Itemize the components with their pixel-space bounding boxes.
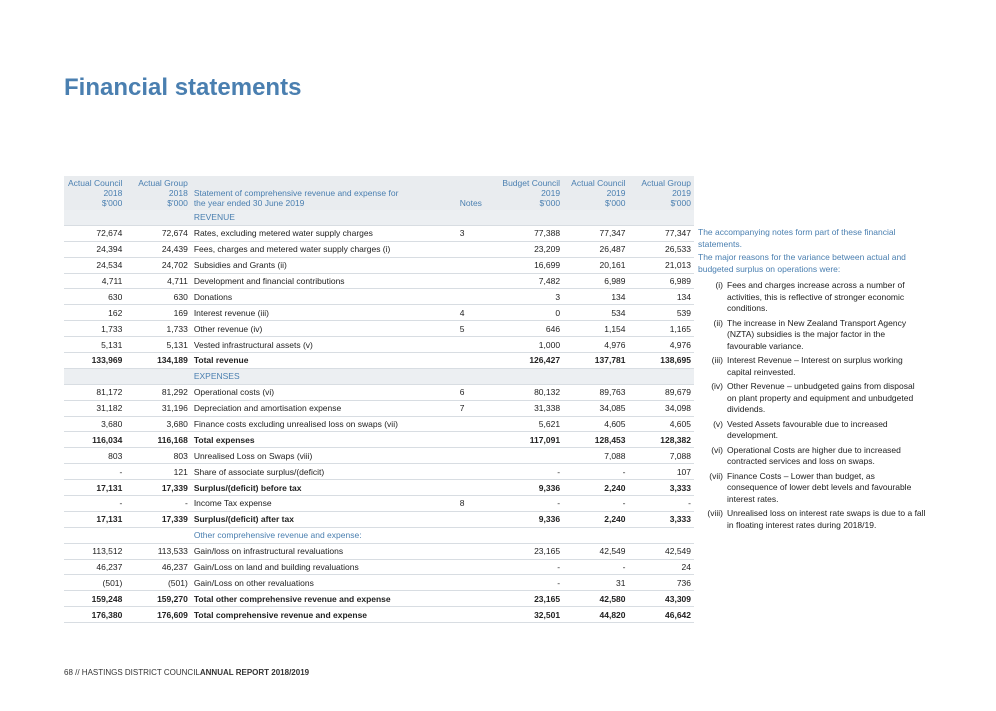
page-title: Financial statements [64, 74, 302, 101]
variance-item-text: Interest Revenue – Interest on surplus working capital reinvested. [727, 355, 903, 377]
total-row [64, 511, 694, 527]
note-ref-cell: 8 [457, 496, 494, 512]
note-ref-cell [457, 416, 494, 432]
actual-group-2019-cell: 6,989 [629, 273, 694, 289]
statement-table-body [64, 210, 694, 623]
line-item-label: Total comprehensive revenue and expense [191, 607, 457, 623]
actual-council-2018-cell: 116,034 [64, 432, 125, 448]
budget-council-2019-cell: 0 [494, 305, 564, 321]
actual-group-2018-cell: 630 [125, 289, 190, 305]
section-heading-row [64, 368, 694, 384]
actual-council-2019-cell: 26,487 [563, 241, 628, 257]
actual-council-2019-cell: 44,820 [563, 607, 628, 623]
line-item-label: Development and financial contributions [191, 273, 457, 289]
actual-council-2018-cell: 46,237 [64, 559, 125, 575]
actual-council-2018-cell: 159,248 [64, 591, 125, 607]
variance-item [698, 355, 926, 378]
actual-council-2018-cell: 162 [64, 305, 125, 321]
budget-council-2019-cell: 5,621 [494, 416, 564, 432]
note-ref-cell: 7 [457, 400, 494, 416]
note-ref-cell [457, 432, 494, 448]
line-item-label: Depreciation and amortisation expense [191, 400, 457, 416]
actual-group-2019-cell: 89,679 [629, 384, 694, 400]
note-ref-cell [457, 591, 494, 607]
budget-council-2019-cell: 9,336 [494, 480, 564, 496]
actual-group-2019-cell: 128,382 [629, 432, 694, 448]
variance-intro: The major reasons for the variance between actual and budgeted surplus on operations were: [698, 252, 906, 274]
actual-group-2019-cell: 26,533 [629, 241, 694, 257]
budget-council-2019-cell: 7,482 [494, 273, 564, 289]
budget-council-2019-cell: 31,338 [494, 400, 564, 416]
actual-group-2018-cell: 1,733 [125, 321, 190, 337]
table-row [64, 496, 694, 512]
variance-item [698, 318, 926, 353]
actual-group-2018-cell: 159,270 [125, 591, 190, 607]
variance-item [698, 471, 926, 506]
variance-item-text: Unrealised loss on interest rate swaps is due to a fall in floating interest rates during 2018/19. [727, 508, 926, 530]
budget-council-2019-cell: - [494, 464, 564, 480]
line-item-label: Interest revenue (iii) [191, 305, 457, 321]
variance-item-number: (iii) [711, 355, 723, 365]
actual-group-2018-cell: 803 [125, 448, 190, 464]
actual-group-2019-cell: 736 [629, 575, 694, 591]
line-item-label: Gain/Loss on land and building revaluations [191, 559, 457, 575]
actual-council-2018-cell: 1,733 [64, 321, 125, 337]
actual-group-2018-cell: 72,674 [125, 225, 190, 241]
actual-group-2018-cell: 24,702 [125, 257, 190, 273]
table-row [64, 225, 694, 241]
note-ref-cell [457, 353, 494, 369]
actual-council-2018-cell: (501) [64, 575, 125, 591]
actual-group-2019-cell: 4,976 [629, 337, 694, 353]
note-ref-cell [457, 289, 494, 305]
actual-group-2019-cell: 4,605 [629, 416, 694, 432]
variance-item-number: (iv) [711, 381, 723, 391]
actual-council-2018-cell: 17,131 [64, 480, 125, 496]
total-row [64, 432, 694, 448]
variance-item [698, 280, 926, 315]
table-row [64, 543, 694, 559]
budget-council-2019-cell: - [494, 496, 564, 512]
actual-group-2018-cell: 113,533 [125, 543, 190, 559]
variance-item-text: Vested Assets favourable due to increased development. [727, 418, 888, 440]
actual-council-2019-cell: 31 [563, 575, 628, 591]
actual-group-2018-cell: 4,711 [125, 273, 190, 289]
variance-item-text: Operational Costs are higher due to increased contracted services and loss on swaps. [727, 444, 901, 466]
note-ref-cell [457, 575, 494, 591]
actual-group-2019-cell: 3,333 [629, 511, 694, 527]
actual-council-2018-cell: 72,674 [64, 225, 125, 241]
note-ref-cell: 5 [457, 321, 494, 337]
col-actual-group-2019: Actual Group 2019 $'000 [629, 176, 694, 210]
line-item-label: Income Tax expense [191, 496, 457, 512]
actual-council-2019-cell: 77,347 [563, 225, 628, 241]
actual-council-2019-cell: - [563, 496, 628, 512]
note-ref-cell: 4 [457, 305, 494, 321]
variance-item-number: (ii) [713, 317, 723, 328]
table-row [64, 273, 694, 289]
variance-item-text: The increase in New Zealand Transport Agency (NZTA) subsidies is the major factor in the favourable variance. [727, 317, 907, 351]
table-row [64, 241, 694, 257]
line-item-label: Surplus/(deficit) after tax [191, 511, 457, 527]
note-ref-cell [457, 559, 494, 575]
line-item-label: Donations [191, 289, 457, 305]
actual-council-2018-cell: 630 [64, 289, 125, 305]
budget-council-2019-cell: 3 [494, 289, 564, 305]
actual-group-2019-cell: 7,088 [629, 448, 694, 464]
note-ref-cell [457, 257, 494, 273]
actual-group-2019-cell: 46,642 [629, 607, 694, 623]
actual-group-2019-cell: 21,013 [629, 257, 694, 273]
actual-group-2018-cell: 5,131 [125, 337, 190, 353]
actual-group-2018-cell: 17,339 [125, 480, 190, 496]
table-row [64, 305, 694, 321]
actual-group-2018-cell: 3,680 [125, 416, 190, 432]
budget-council-2019-cell: - [494, 575, 564, 591]
table-row [64, 384, 694, 400]
actual-council-2019-cell: 20,161 [563, 257, 628, 273]
variance-item-number: (viii) [707, 508, 723, 518]
actual-group-2019-cell: 1,165 [629, 321, 694, 337]
actual-group-2018-cell: (501) [125, 575, 190, 591]
actual-council-2018-cell: 4,711 [64, 273, 125, 289]
section-heading: EXPENSES [191, 368, 457, 384]
total-row [64, 353, 694, 369]
note-ref-cell [457, 511, 494, 527]
actual-council-2018-cell: 17,131 [64, 511, 125, 527]
total-row [64, 607, 694, 623]
line-item-label: Operational costs (vi) [191, 384, 457, 400]
actual-group-2018-cell: 121 [125, 464, 190, 480]
line-item-label: Fees, charges and metered water supply charges (i) [191, 241, 457, 257]
actual-group-2018-cell: 31,196 [125, 400, 190, 416]
line-item-label: Surplus/(deficit) before tax [191, 480, 457, 496]
actual-council-2019-cell: 2,240 [563, 511, 628, 527]
actual-group-2019-cell: 43,309 [629, 591, 694, 607]
col-actual-council-2018: Actual Council 2018 $'000 [64, 176, 125, 210]
statement-table-header [64, 176, 694, 210]
actual-group-2019-cell: 34,098 [629, 400, 694, 416]
actual-group-2019-cell: 107 [629, 464, 694, 480]
section-heading-row [64, 527, 694, 543]
actual-council-2019-cell: 7,088 [563, 448, 628, 464]
line-item-label: Vested infrastructural assets (v) [191, 337, 457, 353]
actual-group-2018-cell: 169 [125, 305, 190, 321]
actual-group-2018-cell: 116,168 [125, 432, 190, 448]
actual-council-2019-cell: - [563, 559, 628, 575]
budget-council-2019-cell: - [494, 559, 564, 575]
actual-group-2019-cell: 77,347 [629, 225, 694, 241]
actual-council-2018-cell: 5,131 [64, 337, 125, 353]
actual-council-2019-cell: 1,154 [563, 321, 628, 337]
total-row [64, 480, 694, 496]
table-row [64, 559, 694, 575]
actual-group-2019-cell: 24 [629, 559, 694, 575]
budget-council-2019-cell: 77,388 [494, 225, 564, 241]
actual-council-2019-cell: 137,781 [563, 353, 628, 369]
actual-group-2018-cell: 17,339 [125, 511, 190, 527]
variance-item-number: (vii) [709, 470, 723, 481]
budget-council-2019-cell: 126,427 [494, 353, 564, 369]
section-heading-row [64, 210, 694, 225]
actual-council-2019-cell: 42,549 [563, 543, 628, 559]
notes-intro: The accompanying notes form part of these financial statements. [698, 227, 896, 249]
note-ref-cell [457, 241, 494, 257]
actual-group-2019-cell: 134 [629, 289, 694, 305]
actual-council-2018-cell: 24,534 [64, 257, 125, 273]
actual-council-2018-cell: 176,380 [64, 607, 125, 623]
line-item-label: Rates, excluding metered water supply charges [191, 225, 457, 241]
actual-council-2018-cell: 113,512 [64, 543, 125, 559]
note-ref-cell: 3 [457, 225, 494, 241]
note-ref-cell [457, 464, 494, 480]
table-row [64, 289, 694, 305]
actual-group-2018-cell: 134,189 [125, 353, 190, 369]
budget-council-2019-cell: 23,165 [494, 543, 564, 559]
budget-council-2019-cell: 646 [494, 321, 564, 337]
line-item-label: Gain/loss on infrastructural revaluations [191, 543, 457, 559]
table-row [64, 400, 694, 416]
budget-council-2019-cell: 32,501 [494, 607, 564, 623]
note-ref-cell: 6 [457, 384, 494, 400]
variance-item-text: Fees and charges increase across a number of activities, this is reflective of stronger economic conditions. [727, 280, 905, 313]
note-ref-cell [457, 337, 494, 353]
table-row [64, 337, 694, 353]
line-item-label: Total other comprehensive revenue and expense [191, 591, 457, 607]
table-row [64, 448, 694, 464]
budget-council-2019-cell: 1,000 [494, 337, 564, 353]
line-item-label: Other revenue (iv) [191, 321, 457, 337]
col-actual-group-2018: Actual Group 2018 $'000 [125, 176, 190, 210]
note-ref-cell [457, 273, 494, 289]
actual-group-2018-cell: 176,609 [125, 607, 190, 623]
actual-council-2019-cell: 128,453 [563, 432, 628, 448]
section-heading: REVENUE [191, 210, 457, 225]
line-item-label: Gain/Loss on other revaluations [191, 575, 457, 591]
actual-council-2019-cell: 6,989 [563, 273, 628, 289]
budget-council-2019-cell: 16,699 [494, 257, 564, 273]
actual-council-2018-cell: 31,182 [64, 400, 125, 416]
actual-group-2019-cell: 138,695 [629, 353, 694, 369]
note-ref-cell [457, 448, 494, 464]
budget-council-2019-cell: 23,209 [494, 241, 564, 257]
actual-council-2019-cell: 4,976 [563, 337, 628, 353]
actual-council-2018-cell: 81,172 [64, 384, 125, 400]
actual-council-2019-cell: 534 [563, 305, 628, 321]
actual-council-2018-cell: - [64, 464, 125, 480]
page-footer [64, 668, 309, 677]
line-item-label: Subsidies and Grants (ii) [191, 257, 457, 273]
variance-notes [698, 227, 926, 534]
note-ref-cell [457, 480, 494, 496]
budget-council-2019-cell: 117,091 [494, 432, 564, 448]
variance-item-text: Other Revenue – unbudgeted gains from disposal on plant property and equipment and unbudgeted dividends. [727, 381, 915, 414]
actual-council-2018-cell: 133,969 [64, 353, 125, 369]
footer-page-org: 68 // HASTINGS DISTRICT COUNCIL [64, 668, 200, 677]
col-statement: Statement of comprehensive revenue and expense for the year ended 30 June 2019 [191, 176, 457, 210]
table-row [64, 321, 694, 337]
line-item-label: Total revenue [191, 353, 457, 369]
actual-group-2018-cell: - [125, 496, 190, 512]
actual-group-2019-cell: 3,333 [629, 480, 694, 496]
variance-item-text: Finance Costs – Lower than budget, as consequence of lower debt levels and favourable interest rates. [727, 470, 912, 504]
col-actual-council-2019: Actual Council 2019 $'000 [563, 176, 628, 210]
budget-council-2019-cell: 80,132 [494, 384, 564, 400]
table-row [64, 575, 694, 591]
col-notes: Notes [457, 176, 494, 210]
variance-item [698, 381, 926, 416]
actual-group-2018-cell: 81,292 [125, 384, 190, 400]
actual-council-2019-cell: 4,605 [563, 416, 628, 432]
line-item-label: Share of associate surplus/(deficit) [191, 464, 457, 480]
actual-council-2019-cell: 89,763 [563, 384, 628, 400]
budget-council-2019-cell: 23,165 [494, 591, 564, 607]
table-row [64, 257, 694, 273]
actual-council-2019-cell: 42,580 [563, 591, 628, 607]
variance-item [698, 508, 926, 531]
actual-council-2018-cell: - [64, 496, 125, 512]
total-row [64, 591, 694, 607]
variance-item [698, 419, 926, 442]
col-budget-council-2019: Budget Council 2019 $'000 [494, 176, 564, 210]
actual-council-2018-cell: 3,680 [64, 416, 125, 432]
table-row [64, 464, 694, 480]
actual-group-2018-cell: 46,237 [125, 559, 190, 575]
note-ref-cell [457, 607, 494, 623]
variance-item [698, 445, 926, 468]
section-heading: Other comprehensive revenue and expense: [191, 527, 457, 543]
variance-item-number: (vi) [711, 444, 723, 455]
actual-council-2019-cell: 2,240 [563, 480, 628, 496]
actual-group-2019-cell: 539 [629, 305, 694, 321]
actual-council-2018-cell: 803 [64, 448, 125, 464]
note-ref-cell [457, 543, 494, 559]
line-item-label: Total expenses [191, 432, 457, 448]
line-item-label: Finance costs excluding unrealised loss on swaps (vii) [191, 416, 457, 432]
actual-council-2019-cell: - [563, 464, 628, 480]
actual-council-2019-cell: 34,085 [563, 400, 628, 416]
actual-council-2019-cell: 134 [563, 289, 628, 305]
actual-group-2018-cell: 24,439 [125, 241, 190, 257]
variance-list [698, 280, 926, 531]
variance-item-number: (v) [713, 418, 723, 429]
actual-group-2019-cell: 42,549 [629, 543, 694, 559]
actual-council-2018-cell: 24,394 [64, 241, 125, 257]
variance-item-number: (i) [715, 280, 723, 290]
budget-council-2019-cell [494, 448, 564, 464]
line-item-label: Unrealised Loss on Swaps (viii) [191, 448, 457, 464]
statement-table [64, 176, 694, 623]
budget-council-2019-cell: 9,336 [494, 511, 564, 527]
actual-group-2019-cell: - [629, 496, 694, 512]
footer-report-title: ANNUAL REPORT 2018/2019 [199, 668, 310, 677]
table-row [64, 416, 694, 432]
